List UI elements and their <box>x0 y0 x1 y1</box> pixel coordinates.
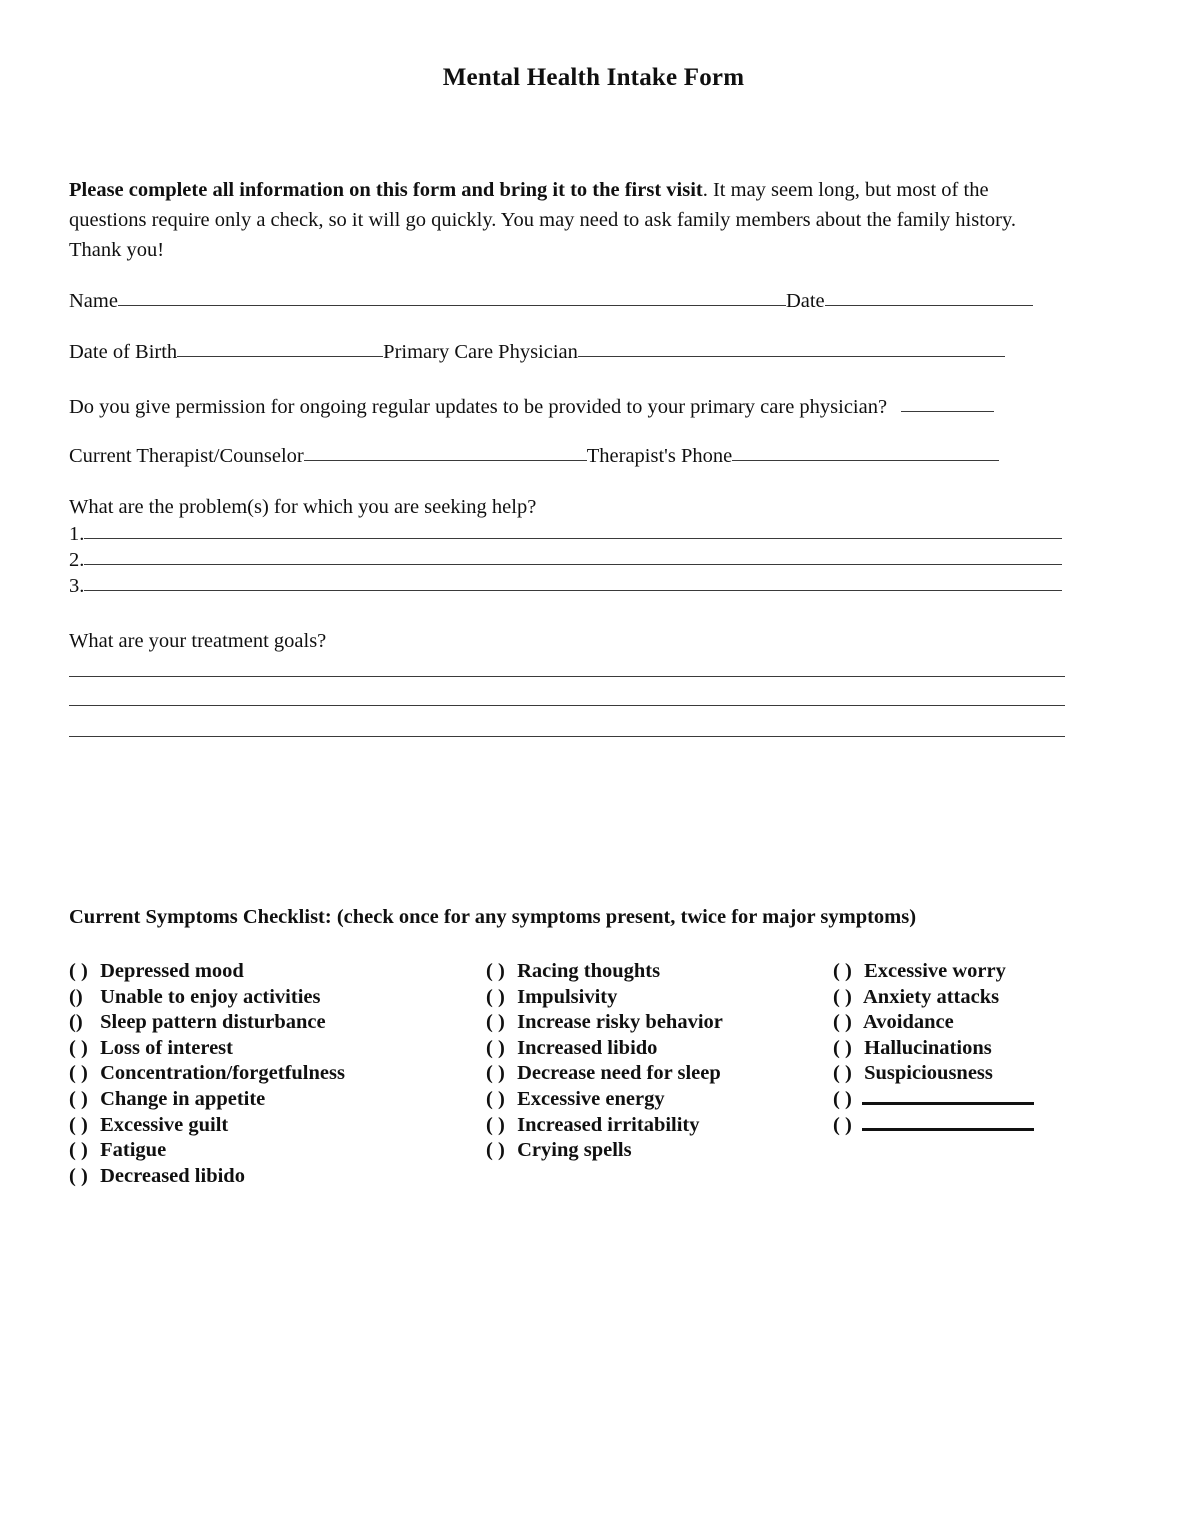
goals-question: What are your treatment goals? <box>69 630 327 652</box>
symptom-writein-input-2[interactable] <box>862 1114 1034 1131</box>
symptom-item[interactable] <box>69 985 345 1011</box>
symptom-writein-input-1[interactable] <box>862 1088 1034 1105</box>
symptom-item[interactable] <box>69 1010 345 1036</box>
permission-input[interactable] <box>901 394 994 412</box>
checkbox-paren[interactable]: ( ) <box>486 1036 505 1059</box>
intro-lead-sentence: Please complete all information on this form and bring it to the first visit <box>69 179 703 201</box>
symptom-item[interactable] <box>486 1036 723 1062</box>
symptom-item-writein[interactable] <box>833 1087 1034 1113</box>
symptom-column-3 <box>833 959 1034 1138</box>
symptom-label: Depressed mood <box>100 960 244 982</box>
date-input[interactable] <box>825 288 1033 306</box>
checkbox-paren[interactable]: ( ) <box>69 1036 88 1059</box>
symptom-label: Fatigue <box>100 1139 167 1162</box>
therapist-input[interactable] <box>304 443 587 461</box>
intro-paragraph <box>69 175 1054 265</box>
dob-pcp-row <box>69 339 1005 365</box>
symptom-label: Impulsivity <box>517 985 618 1008</box>
checkbox-paren[interactable]: ( ) <box>69 1164 88 1187</box>
checkbox-paren[interactable]: ( ) <box>69 960 88 982</box>
checkbox-paren[interactable]: ( ) <box>833 1113 852 1136</box>
symptom-item[interactable] <box>69 1087 345 1113</box>
problem-row-3 <box>69 573 1062 599</box>
therapist-row <box>69 443 999 469</box>
checkbox-paren[interactable]: ( ) <box>833 1087 852 1110</box>
permission-row <box>69 394 994 420</box>
checkbox-paren[interactable]: ( ) <box>69 1139 88 1162</box>
symptom-label: Hallucinations <box>864 1036 992 1059</box>
checkbox-paren[interactable]: ( ) <box>69 1087 88 1110</box>
therapist-phone-input[interactable] <box>732 443 999 461</box>
pcp-input[interactable] <box>578 339 1005 357</box>
problem-row-2 <box>69 547 1062 573</box>
checkbox-paren[interactable]: ( ) <box>69 1113 88 1136</box>
checkbox-paren[interactable]: ( ) <box>833 1062 852 1085</box>
checkbox-paren[interactable]: () <box>69 985 83 1008</box>
symptom-item[interactable] <box>69 1138 345 1164</box>
symptom-label: Crying spells <box>517 1139 632 1162</box>
symptom-label: Increased irritability <box>517 1113 700 1136</box>
permission-question-label: Do you give permission for ongoing regular updates to be provided to your primary care physician? <box>69 396 888 418</box>
dob-label: Date of Birth <box>69 341 178 363</box>
problem-input-3[interactable] <box>84 573 1062 591</box>
symptom-label: Unable to enjoy activities <box>100 985 321 1008</box>
symptom-label: Anxiety attacks <box>863 985 1000 1008</box>
symptom-label: Suspiciousness <box>864 1062 993 1085</box>
goals-input-line-1[interactable] <box>69 676 1065 677</box>
symptom-label: Increased libido <box>517 1036 658 1059</box>
symptom-label: Sleep pattern disturbance <box>100 1011 326 1034</box>
symptom-label: Excessive guilt <box>100 1113 229 1136</box>
symptom-item[interactable] <box>486 959 723 985</box>
symptom-label: Excessive energy <box>517 1087 665 1110</box>
symptom-item[interactable] <box>486 1061 723 1087</box>
intro-rest-text: . It may seem long, but most of the questions require only a check, so it will go quickly. You may need to ask family members about the family history. Thank you! <box>69 179 1017 261</box>
symptom-item[interactable] <box>69 959 345 985</box>
name-label: Name <box>69 290 118 312</box>
symptom-item[interactable] <box>486 1138 723 1164</box>
goals-input-line-3[interactable] <box>69 736 1065 737</box>
dob-input[interactable] <box>177 339 383 357</box>
therapist-label: Current Therapist/Counselor <box>69 445 304 467</box>
problem-row-1 <box>69 521 1062 547</box>
symptom-item[interactable] <box>833 959 1034 985</box>
symptom-item[interactable] <box>486 1087 723 1113</box>
symptom-item[interactable] <box>69 1164 345 1190</box>
problem-number-1: 1. <box>69 523 85 545</box>
checkbox-paren[interactable]: ( ) <box>833 960 852 982</box>
name-input[interactable] <box>118 288 786 306</box>
checkbox-paren[interactable]: ( ) <box>486 960 505 982</box>
checkbox-paren[interactable]: ( ) <box>486 1139 505 1162</box>
symptom-label: Concentration/forgetfulness <box>100 1062 345 1085</box>
name-date-row <box>69 288 1033 314</box>
symptom-item[interactable] <box>486 985 723 1011</box>
symptom-item[interactable] <box>833 985 1034 1011</box>
checkbox-paren[interactable]: ( ) <box>486 1113 505 1136</box>
checkbox-paren[interactable]: () <box>69 1011 83 1034</box>
symptom-item[interactable] <box>69 1113 345 1139</box>
problem-number-2: 2. <box>69 549 85 571</box>
symptom-item[interactable] <box>833 1010 1034 1036</box>
checkbox-paren[interactable]: ( ) <box>486 1062 505 1085</box>
symptom-item[interactable] <box>486 1113 723 1139</box>
checkbox-paren[interactable]: ( ) <box>486 1011 505 1034</box>
symptom-item[interactable] <box>833 1061 1034 1087</box>
symptom-item-writein[interactable] <box>833 1113 1034 1139</box>
symptom-item[interactable] <box>833 1036 1034 1062</box>
symptom-label: Excessive worry <box>864 960 1006 982</box>
therapist-phone-label: Therapist's Phone <box>586 445 733 467</box>
problem-input-2[interactable] <box>84 547 1062 565</box>
symptom-label: Decreased libido <box>100 1164 245 1187</box>
symptom-label: Decrease need for sleep <box>517 1062 721 1085</box>
symptom-label: Avoidance <box>863 1011 954 1034</box>
page-title: Mental Health Intake Form <box>442 64 745 91</box>
problem-input-1[interactable] <box>84 521 1062 539</box>
symptom-item[interactable] <box>486 1010 723 1036</box>
date-label: Date <box>785 290 825 312</box>
checkbox-paren[interactable]: ( ) <box>69 1062 88 1085</box>
checkbox-paren[interactable]: ( ) <box>833 985 852 1008</box>
problem-number-3: 3. <box>69 575 85 597</box>
checkbox-paren[interactable]: ( ) <box>833 1036 852 1059</box>
goals-input-line-2[interactable] <box>69 705 1065 706</box>
checklist-heading: Current Symptoms Checklist: (check once for any symptoms present, twice for major symptoms) <box>69 906 917 928</box>
symptom-label: Loss of interest <box>100 1036 233 1059</box>
checkbox-paren[interactable]: ( ) <box>833 1011 852 1034</box>
symptom-item[interactable] <box>69 1036 345 1062</box>
problems-question: What are the problem(s) for which you are seeking help? <box>69 496 537 518</box>
symptom-item[interactable] <box>69 1061 345 1087</box>
pcp-label: Primary Care Physician <box>383 341 578 363</box>
symptom-label: Change in appetite <box>100 1087 266 1110</box>
symptom-label: Racing thoughts <box>517 960 661 982</box>
symptom-label: Increase risky behavior <box>517 1011 723 1034</box>
symptom-column-1 <box>69 959 345 1189</box>
checkbox-paren[interactable]: ( ) <box>486 985 505 1008</box>
symptom-column-2 <box>486 959 723 1164</box>
checkbox-paren[interactable]: ( ) <box>486 1087 505 1110</box>
